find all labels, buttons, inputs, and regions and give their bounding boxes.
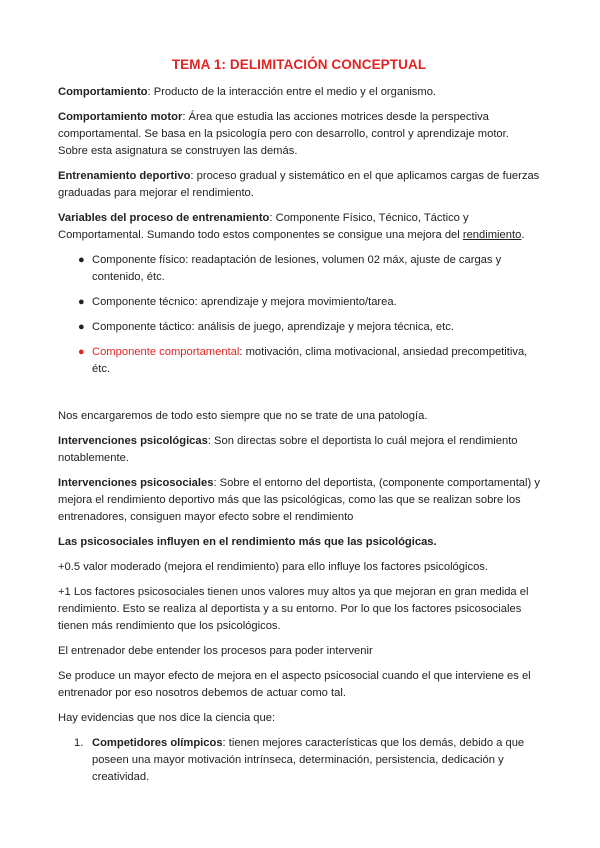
list-item-text: : tienen mejores características que los demás, debido a que poseen una mayor motivación intrínseca, determinación, persistencia, dedicación y creatividad.	[92, 737, 525, 783]
paragraph-valor-moderado: +0.5 valor moderado (mejora el rendimiento) para ello influye los factores psicológicos.	[58, 561, 489, 573]
term-entrenamiento: Entrenamiento deportivo	[58, 170, 191, 182]
bullet-icon: ●	[78, 296, 85, 308]
list-item	[78, 252, 540, 286]
bullet-icon: ●	[78, 321, 85, 333]
definition-comportamiento-motor: : Área que estudia las acciones motrices desde la perspectiva comportamental. Se basa en la psicología pero con desarrollo, control y aprendizaje motor. Sobre esta asignatura se construyen las demás.	[58, 111, 509, 157]
list-number: 1.	[74, 737, 84, 749]
paragraph-intervenciones-psicologicas	[58, 433, 540, 467]
definition-intervenciones-psicologicas: : Son directas sobre el deportista lo cuál mejora el rendimiento notablemente.	[58, 435, 518, 464]
components-list	[58, 252, 540, 378]
list-item	[78, 294, 540, 311]
list-item	[78, 319, 540, 336]
definition-comportamiento: : Producto de la interacción entre el medio y el organismo.	[147, 86, 437, 98]
list-item-text: : motivación, clima motivacional, ansiedad precompetitiva, étc.	[92, 346, 528, 375]
evidence-list	[58, 735, 540, 786]
definition-variables: : Componente Físico, Técnico, Táctico y Comportamental. Sumando todo estos componentes se consigue una mejora del	[58, 212, 469, 241]
term-comportamiento: Comportamiento	[58, 86, 148, 98]
list-item-text: Componente técnico: aprendizaje y mejora movimiento/tarea.	[92, 296, 397, 308]
paragraph-valor-alto: +1 Los factores psicosociales tienen unos valores muy altos ya que mejoran en gran medida el rendimiento. Esto se realiza al deportista y a su entorno. Por lo que los factores psicosociales tienen más rendimiento que los psicológicos.	[58, 586, 529, 632]
paragraph-comportamiento-motor	[58, 109, 540, 160]
spacer	[58, 386, 540, 408]
definition-entrenamiento: : proceso gradual y sistemático en el que aplicamos cargas de fuerzas graduadas para mejorar el rendimiento.	[58, 170, 540, 199]
bullet-icon: ●	[78, 346, 85, 358]
paragraph-patologia: Nos encargaremos de todo esto siempre que no se trate de una patología.	[58, 410, 428, 422]
paragraph-efecto: Se produce un mayor efecto de mejora en el aspecto psicosocial cuando el que interviene es el entrenador por eso nosotros debemos de actuar como tal.	[58, 670, 531, 699]
paragraph-conclusion: Las psicosociales influyen en el rendimiento más que las psicológicas.	[58, 536, 437, 548]
paragraph-evidencias: Hay evidencias que nos dice la ciencia que:	[58, 712, 276, 724]
term-intervenciones-psicosociales: Intervenciones psicosociales	[58, 477, 214, 489]
term-competidores: Competidores olímpicos	[92, 737, 223, 749]
term-intervenciones-psicologicas: Intervenciones psicológicas	[58, 435, 208, 447]
definition-intervenciones-psicosociales: : Sobre el entorno del deportista, (componente comportamental) y mejora el rendimiento deportivo más que las psicológicas, como las que se realizan sobre los entrenadores, consiguen mayor efecto sobre el rendimiento	[58, 477, 540, 523]
rendimiento-link: rendimiento	[462, 229, 522, 241]
list-item	[74, 735, 540, 786]
paragraph-comportamiento	[58, 84, 540, 101]
list-item	[78, 344, 540, 378]
list-item-highlight: Componente comportamental	[92, 346, 240, 358]
definition-variables-end: .	[521, 229, 525, 241]
term-comportamiento-motor: Comportamiento motor	[58, 111, 183, 123]
paragraph-intervenciones-psicosociales	[58, 475, 540, 526]
paragraph-entrenador: El entrenador debe entender los procesos para poder intervenir	[58, 645, 373, 657]
page-title: TEMA 1: DELIMITACIÓN CONCEPTUAL	[171, 57, 427, 72]
term-variables: Variables del proceso de entrenamiento	[58, 212, 270, 224]
paragraph-entrenamiento	[58, 168, 540, 202]
paragraph-variables	[58, 210, 540, 244]
bullet-icon: ●	[78, 254, 85, 266]
list-item-text: Componente físico: readaptación de lesiones, volumen 02 máx, ajuste de cargas y contenido, étc.	[92, 254, 502, 283]
list-item-text: Componente táctico: análisis de juego, aprendizaje y mejora técnica, etc.	[92, 321, 454, 333]
